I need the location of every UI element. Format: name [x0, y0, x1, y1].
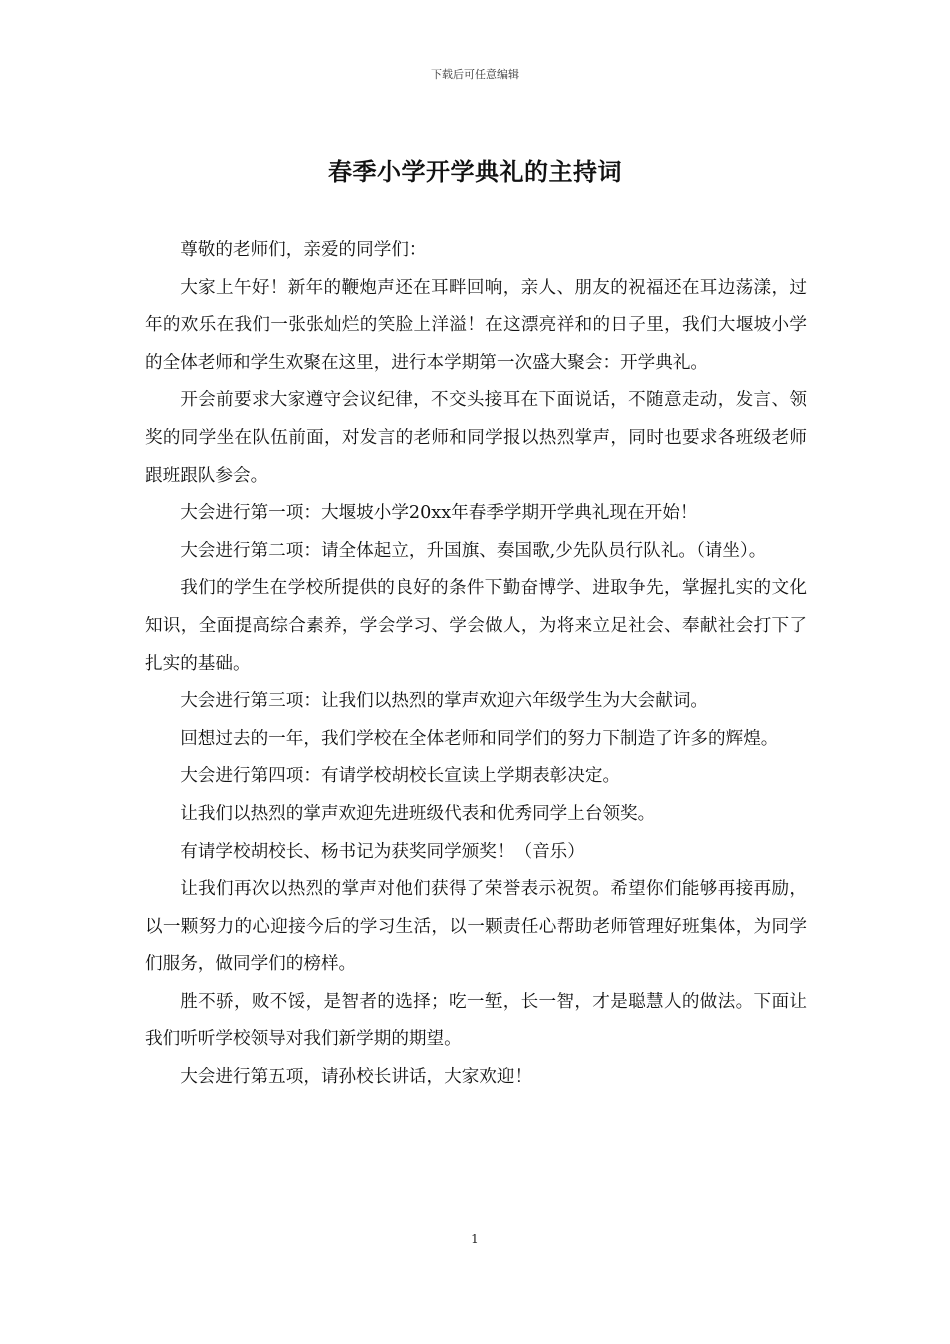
- paragraph-discipline: 开会前要求大家遵守会议纪律，不交头接耳在下面说话，不随意走动，发言、领奖的同学坐在队伍前面，对发言的老师和同学报以热烈掌声，同时也要求各班级老师跟班跟队参会。: [145, 390, 807, 486]
- paragraph-review: 回想过去的一年，我们学校在全体老师和同学们的努力下制造了许多的辉煌。: [180, 728, 779, 749]
- paragraph-award-welcome: 让我们以热烈的掌声欢迎先进班级代表和优秀同学上台领奖。: [180, 803, 656, 824]
- paragraph-item-five: 大会进行第五项，请孙校长讲话，大家欢迎！: [180, 1067, 533, 1088]
- paragraph-item-one: 大会进行第一项：大堰坡小学20xx年春季学期开学典礼现在开始！: [180, 503, 698, 524]
- page-number: 1: [471, 1232, 479, 1246]
- paragraph-item-four: 大会进行第四项：有请学校胡校长宣读上学期表彰决定。: [180, 766, 621, 787]
- paragraph-congratulations: 让我们再次以热烈的掌声对他们获得了荣誉表示祝贺。希望你们能够再接再励，以一颗努力的心迎接今后的学习生活，以一颗责任心帮助老师管理好班集体，为同学们服务，做同学们的榜样。: [145, 879, 807, 975]
- paragraph-award-present: 有请学校胡校长、杨书记为获奖同学颁奖！（音乐）: [180, 841, 585, 862]
- document-body: [145, 232, 807, 1097]
- paragraph-students: 我们的学生在学校所提供的良好的条件下勤奋博学、进取争先，掌握扎实的文化知识，全面提高综合素养，学会学习、学会做人，为将来立足社会、奉献社会打下了扎实的基础。: [145, 578, 807, 674]
- paragraph-item-three: 大会进行第三项：让我们以热烈的掌声欢迎六年级学生为大会献词。: [180, 691, 709, 712]
- paragraph-item-two: 大会进行第二项：请全体起立，升国旗、奏国歌,少先队员行队礼。（请坐）。: [180, 540, 767, 561]
- document-title: 春季小学开学典礼的主持词: [328, 157, 622, 186]
- paragraph-opening: 大家上午好！新年的鞭炮声还在耳畔回响，亲人、朋友的祝福还在耳边荡漾，过年的欢乐在我们一张张灿烂的笑脸上洋溢！在这漂亮祥和的日子里，我们大堰坡小学的全体老师和学生欢聚在这里，进行本学期第一次盛大聚会：开学典礼。: [145, 277, 807, 373]
- paragraph-wisdom: 胜不骄，败不馁，是智者的选择；吃一堑，长一智，才是聪慧人的做法。下面让我们听听学校领导对我们新学期的期望。: [145, 991, 807, 1050]
- header-note: 下载后可任意编辑: [431, 68, 519, 81]
- paragraph-greeting: 尊敬的老师们，亲爱的同学们：: [180, 240, 427, 260]
